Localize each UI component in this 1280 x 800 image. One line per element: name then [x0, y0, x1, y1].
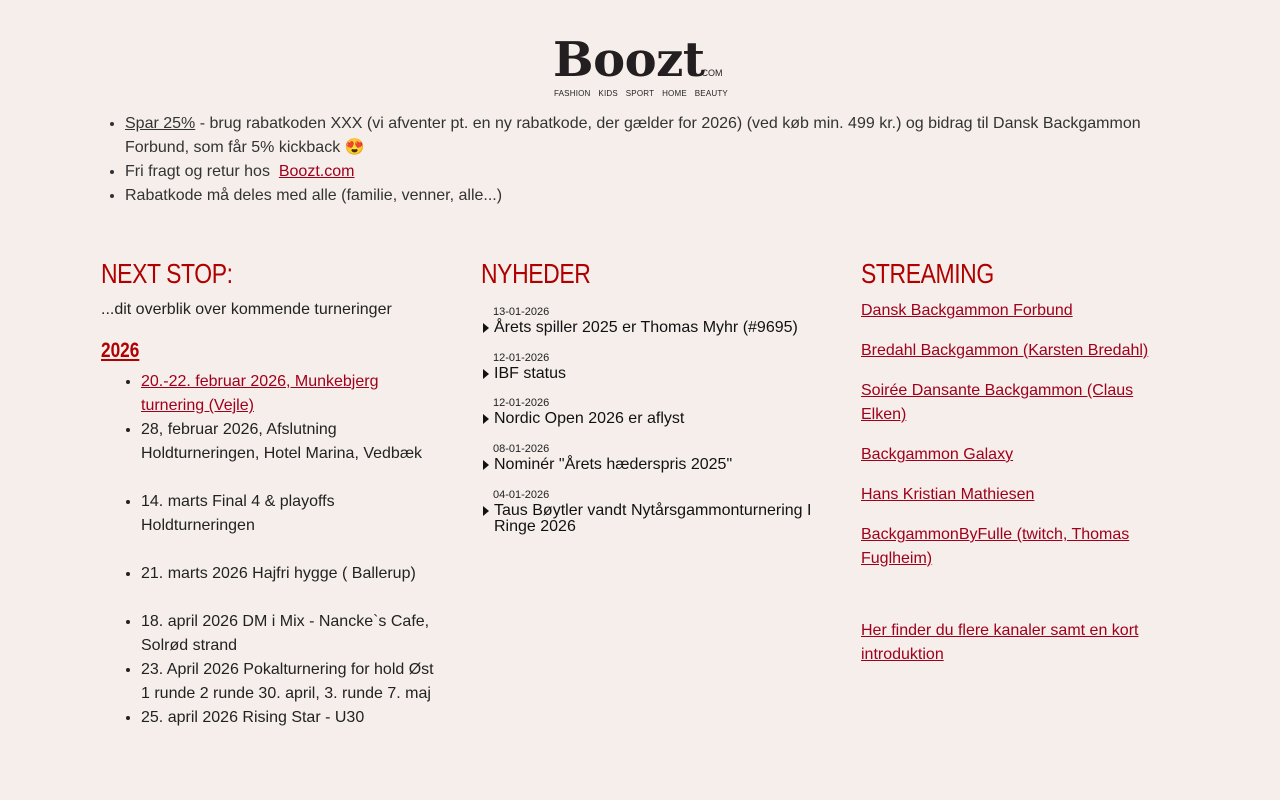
event-item: • 28, februar 2026, Afslutning Holdturneringen, Hotel Marina, Vedbæk — [141, 418, 441, 466]
news-date: 12-01-2026 — [493, 397, 550, 410]
news-item[interactable] — [481, 396, 821, 442]
promo-list — [105, 112, 1185, 208]
stream-link[interactable]: Bredahl Backgammon (Karsten Bredahl) — [861, 342, 1149, 359]
event-item: • 25. april 2026 Rising Star - U30 — [141, 706, 441, 730]
promo-text: Rabatkode må deles med alle (familie, venner, alle...) — [125, 187, 503, 204]
news-title[interactable]: IBF status — [494, 364, 567, 382]
news-list — [481, 305, 821, 533]
logo-category: SPORT — [625, 89, 655, 98]
promo-item — [125, 160, 1185, 184]
promo-text: - brug rabatkoden XXX (vi afventer pt. en ny rabatkode, der gælder for 2026) (ved køb min. 499 kr.) og bidrag til Dansk Backgammon Forbund, som får 5% kickback 😍 — [125, 115, 1141, 156]
boozt-logo[interactable] — [553, 34, 728, 102]
logo-categories — [554, 89, 728, 98]
event-link[interactable]: 20.-22. februar 2026, Munkebjerg turnering (Vejle) — [141, 373, 379, 414]
news-item[interactable] — [481, 351, 821, 397]
stream-link[interactable]: BackgammonByFulle (twitch, Thomas Fuglheim) — [861, 526, 1130, 567]
boozt-link[interactable]: Boozt.com — [278, 163, 355, 180]
news-date: 08-01-2026 — [493, 443, 550, 456]
promo-discount-link[interactable]: Spar 25% — [125, 115, 196, 132]
stream-link[interactable]: Soirée Dansante Backgammon (Claus Elken) — [861, 382, 1134, 423]
event-item: • 14. marts Final 4 & playoffs Holdturneringen — [141, 490, 441, 538]
events-list — [121, 370, 441, 730]
news-date: 04-01-2026 — [493, 488, 550, 501]
logo-category: HOME — [662, 89, 687, 98]
caret-right-icon — [483, 369, 489, 379]
event-item: • 21. marts 2026 Hajfri hygge ( Ballerup) — [141, 562, 441, 586]
caret-right-icon — [483, 414, 489, 424]
caret-right-icon — [483, 506, 489, 516]
promo-text: Fri fragt og retur hos — [125, 163, 279, 180]
caret-right-icon — [483, 460, 489, 470]
news-date: 13-01-2026 — [493, 306, 550, 318]
event-item[interactable] — [141, 370, 441, 418]
event-item: • 18. april 2026 DM i Mix - Nancke`s Cafe, Solrød strand — [141, 610, 441, 658]
news-title[interactable]: Årets spiller 2025 er Thomas Myhr (#9695) — [494, 319, 798, 336]
caret-right-icon — [483, 323, 489, 333]
stream-link[interactable]: Hans Kristian Mathiesen — [861, 486, 1035, 503]
news-title[interactable]: Taus Bøytler vandt Nytårsgammonturnering I Ringe 2026 — [494, 501, 812, 535]
streaming-links — [861, 299, 1161, 683]
stream-link[interactable]: Backgammon Galaxy — [861, 446, 1014, 463]
next-stop-heading: NEXT STOP: — [101, 258, 233, 289]
event-item: • 23. April 2026 Pokalturnering for hold Øst 1 runde 2 runde 30. april, 3. runde 7. maj — [141, 658, 441, 706]
news-item[interactable] — [481, 488, 821, 534]
news-item[interactable] — [481, 305, 821, 351]
next-stop-subtitle: ...dit overblik over kommende turneringer — [101, 301, 392, 318]
logo-category: FASHION — [554, 89, 591, 98]
news-title[interactable]: Nominér "Årets hæderspris 2025" — [494, 456, 733, 474]
promo-item — [125, 112, 1185, 160]
more-channels-link[interactable]: Her finder du flere kanaler samt en kort introduktion — [861, 622, 1139, 663]
news-title[interactable]: Nordic Open 2026 er aflyst — [494, 410, 685, 428]
logo-wordmark: Boozt — [553, 32, 705, 88]
news-heading: NYHEDER — [481, 258, 591, 289]
news-item[interactable] — [481, 442, 821, 488]
year-2026-link[interactable]: 2026 — [101, 339, 140, 362]
logo-category: KIDS — [598, 89, 618, 98]
promo-item — [125, 184, 1185, 208]
streaming-heading: STREAMING — [861, 258, 994, 289]
news-date: 12-01-2026 — [493, 351, 550, 364]
stream-link[interactable]: Dansk Backgammon Forbund — [861, 302, 1073, 319]
logo-suffix: .COM — [699, 68, 723, 78]
logo-category: BEAUTY — [694, 89, 728, 98]
